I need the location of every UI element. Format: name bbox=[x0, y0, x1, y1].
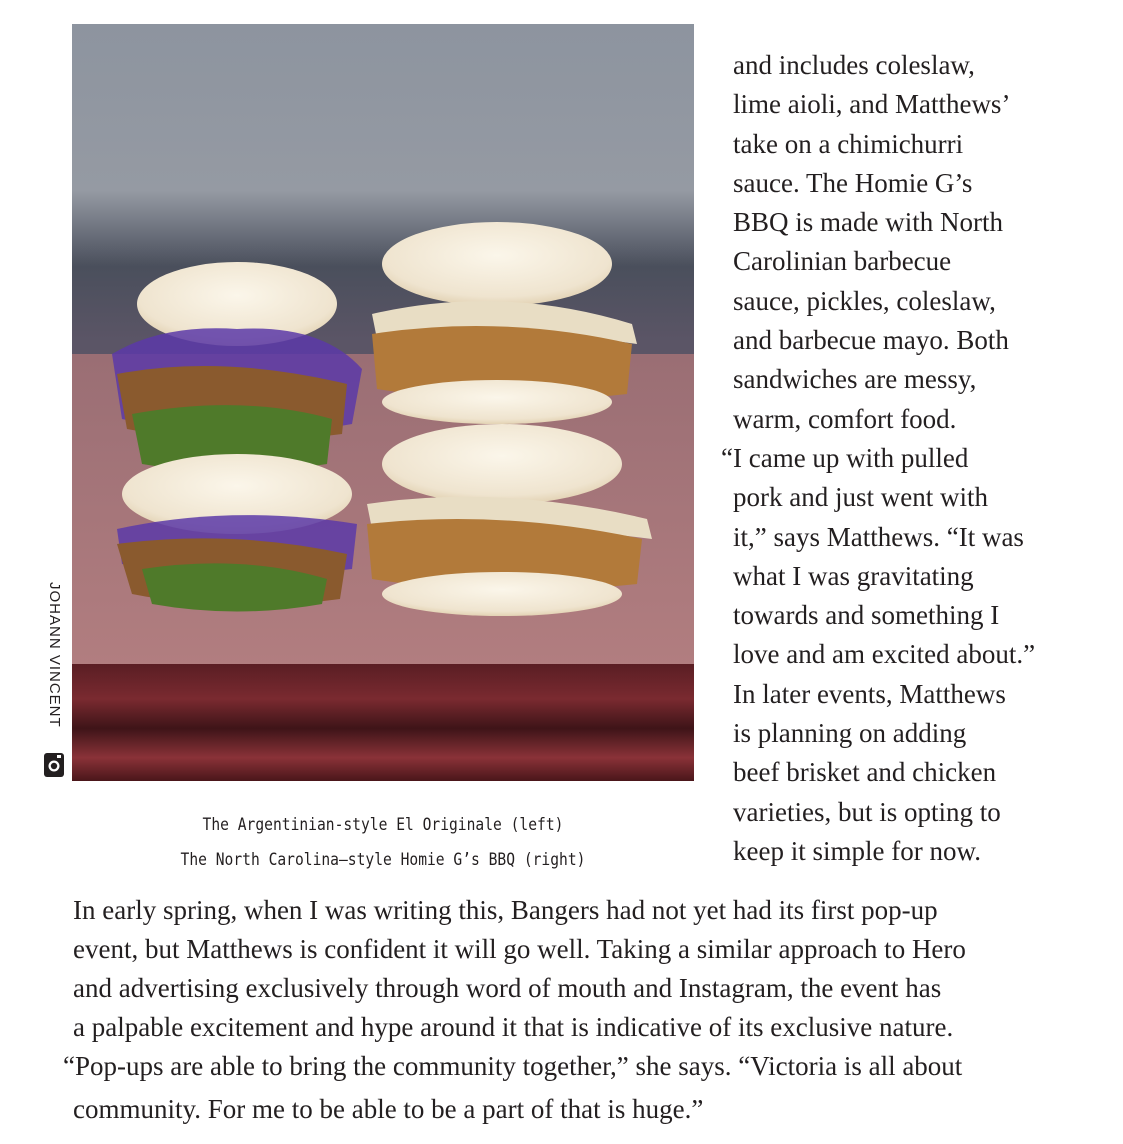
text-line: In early spring, when I was writing this, Bangers had not yet had its first pop-up bbox=[73, 895, 938, 925]
text-line: event, but Matthews is confident it will go well. Taking a similar approach to Hero bbox=[73, 934, 966, 964]
text-line: beef brisket and chicken bbox=[733, 757, 997, 788]
text-line: love and am excited about.” bbox=[733, 639, 1036, 670]
sandwich-photo bbox=[72, 24, 694, 781]
text-line: it,” says Matthews. “It was bbox=[733, 521, 1024, 552]
text-line: is planning on adding bbox=[733, 718, 967, 749]
text-line: community. For me to be able to be a part of that is huge.” bbox=[73, 1094, 704, 1124]
text-line: In later events, Matthews bbox=[733, 678, 1006, 709]
caption-line: The North Carolina–style Homie G’s BBQ (right) bbox=[180, 850, 586, 870]
text-line: and includes coleslaw, bbox=[733, 50, 975, 80]
article-column bbox=[721, 46, 1078, 871]
text-line: varieties, but is opting to bbox=[733, 796, 1001, 827]
photo-credit-text: JOHANN VINCENT bbox=[46, 582, 63, 728]
photo-credit bbox=[43, 582, 65, 782]
camera-icon bbox=[43, 752, 65, 778]
article-body bbox=[63, 891, 1073, 1129]
text-line: warm, comfort food. bbox=[733, 403, 957, 434]
text-line: sandwiches are messy, bbox=[733, 364, 977, 395]
text-line: and barbecue mayo. Both bbox=[733, 325, 1009, 356]
text-line: Carolinian barbecue bbox=[733, 246, 952, 277]
text-line: keep it simple for now. bbox=[733, 835, 981, 866]
text-line: pork and just went with bbox=[733, 482, 988, 513]
text-line: sauce. The Homie G’s bbox=[733, 167, 973, 198]
text-line: towards and something I bbox=[733, 600, 1000, 631]
caption-line: The Argentinian-style El Originale (left) bbox=[202, 815, 564, 835]
text-line: what I was gravitating bbox=[733, 560, 974, 591]
text-line: BBQ is made with North bbox=[733, 207, 1003, 238]
text-line: take on a chimichurri bbox=[733, 128, 964, 159]
text-line: lime aioli, and Matthews’ bbox=[733, 89, 1011, 120]
photo-caption bbox=[116, 808, 651, 878]
text-line: and advertising exclusively through word of mouth and Instagram, the event has bbox=[73, 973, 942, 1003]
text-line: sauce, pickles, coleslaw, bbox=[733, 285, 996, 316]
text-line: a palpable excitement and hype around it that is indicative of its exclusive nature. bbox=[73, 1012, 954, 1042]
text-line: “I came up with pulled bbox=[721, 442, 969, 473]
text-line: “Pop-ups are able to bring the community together,” she says. “Victoria is all about bbox=[63, 1051, 963, 1081]
